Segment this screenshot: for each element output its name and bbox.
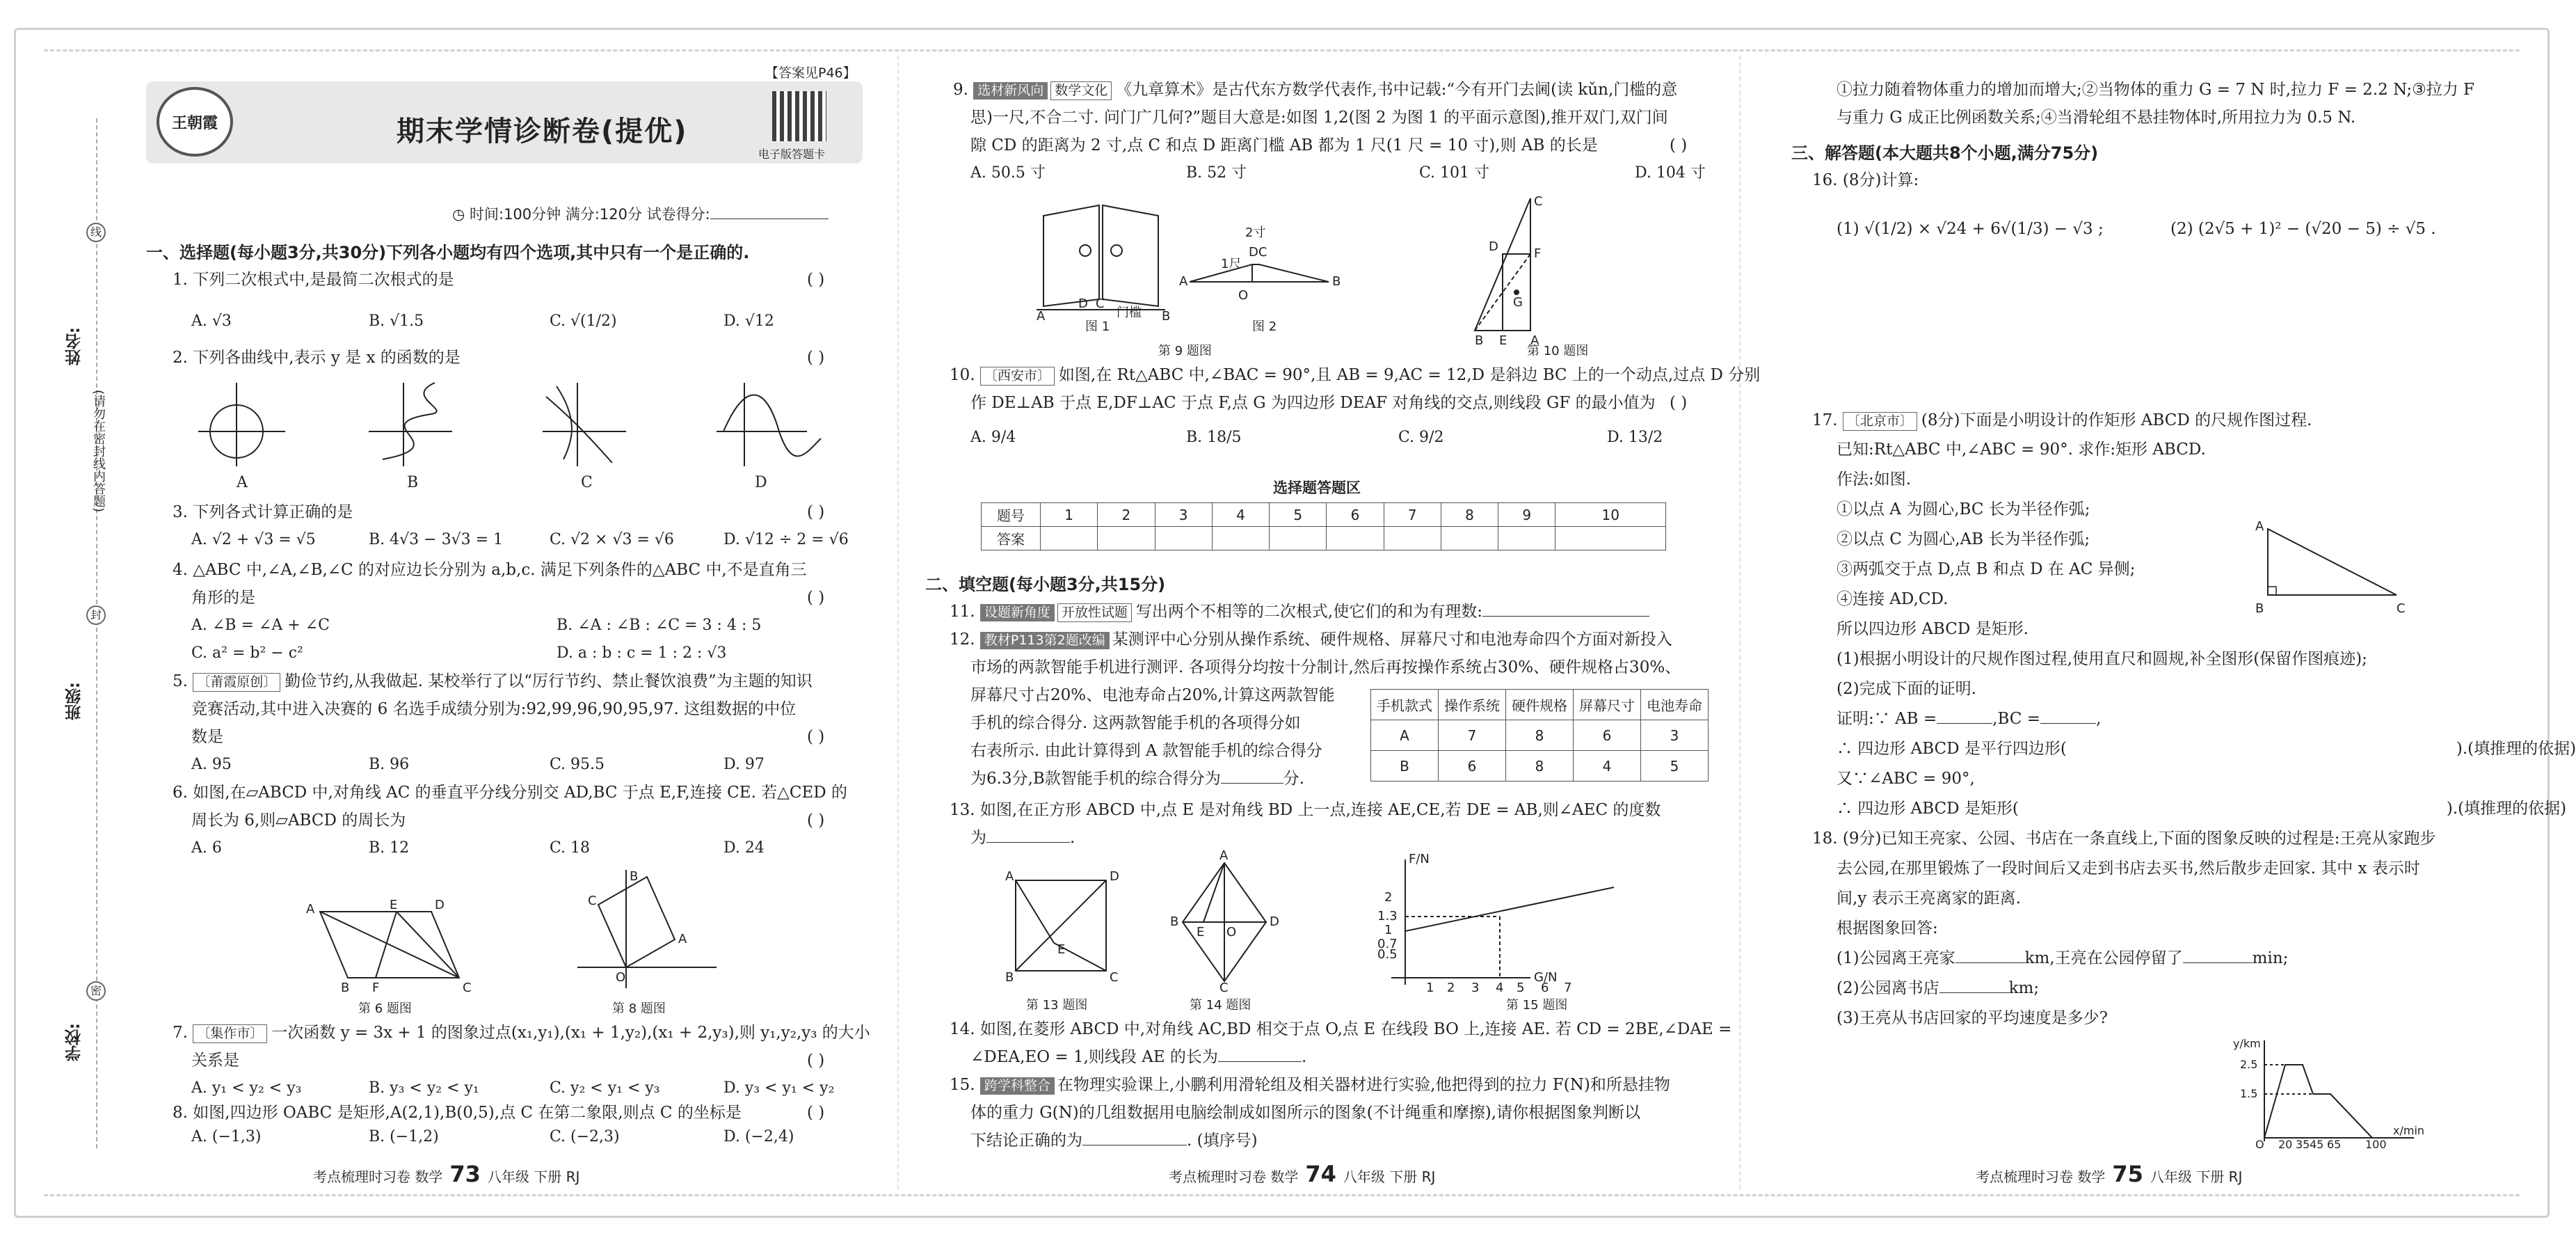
option: D. y₃ < y₁ < y₂	[723, 1079, 835, 1097]
svg-text:O: O	[616, 970, 626, 985]
svg-text:C: C	[1219, 981, 1229, 995]
svg-text:B: B	[1332, 274, 1341, 289]
question-7: 7. 〔集作市〕 一次函数 y = 3x + 1 的图象过点(x₁,y₁),(x₁ + 1,y₂),(x₁ + 2,y₃),则 y₁,y₂,y₃ 的大小	[173, 1024, 870, 1042]
answer-cell[interactable]	[1041, 527, 1098, 550]
svg-text:C: C	[588, 894, 597, 908]
option-label: D	[755, 474, 767, 491]
question-4-cont: 角形的是	[191, 589, 255, 607]
option: D. 104 寸	[1635, 164, 1706, 182]
question-12-cont: 市场的两款智能手机进行测评. 各项得分均按十分制计,然后再按操作系统占30%、硬件规格占30%、	[970, 658, 1681, 676]
question-18-prompt: 根据图象回答:	[1837, 919, 1938, 937]
question-15-options: ①拉力随着物体重力的增加而增大;②当物体的重力 G = 7 N 时,拉力 F = 2.2 N;③拉力 F	[1837, 81, 2475, 99]
fig15-xtick: 7	[1564, 981, 1572, 995]
question-16: 16. (8分)计算:	[1812, 171, 1919, 189]
seal-sidebar	[56, 118, 125, 1148]
class-label: 班级:	[65, 682, 83, 721]
graph-ytick: 1.5	[2240, 1087, 2258, 1100]
svg-text:A: A	[1179, 274, 1188, 289]
svg-text:B: B	[1005, 970, 1014, 985]
option: A. 50.5 寸	[970, 164, 1046, 182]
page-divider	[897, 56, 899, 1189]
svg-text:B: B	[630, 869, 639, 884]
q2-curves-figure	[195, 376, 863, 466]
question-10: 10. 〔西安市〕 如图,在 Rt△ABC 中,∠BAC = 90°,且 AB = 9,AC = 12,D 是斜边 BC 上的一个动点,过点 D 分别	[950, 366, 1761, 384]
svg-text:1尺: 1尺	[1221, 257, 1242, 271]
svg-text:2寸: 2寸	[1245, 225, 1266, 240]
question-12-cont: 手机的综合得分. 这两款智能手机的各项得分如	[970, 714, 1301, 732]
option-label: B	[407, 474, 419, 491]
fig15-xtick: 1	[1426, 981, 1434, 995]
answer-paren: ( )	[1670, 394, 1688, 412]
answer-paren: ( )	[807, 1104, 825, 1122]
question-17-part2: (2)完成下面的证明.	[1837, 680, 1976, 698]
answer-grid-row	[982, 527, 1666, 550]
proof-line: 证明:∵ AB = ,BC = ,	[1837, 710, 2102, 728]
option: B. (−1,2)	[369, 1128, 439, 1145]
question-16-1: (1) √(1/2) × √24 + 6√(1/3) − √3 ;	[1837, 220, 2104, 238]
svg-text:E: E	[390, 898, 398, 912]
answer-num: 10	[1555, 503, 1666, 527]
seal-note: (请勿在密封线内答题)	[91, 390, 106, 513]
answer-grid	[981, 502, 1666, 550]
answer-grid-label: 题号	[982, 503, 1041, 527]
question-13: 13. 如图,在正方形 ABCD 中,点 E 是对角线 BD 上一点,连接 AE,CE,若 DE = AB,则∠AEC 的度数	[950, 801, 1661, 819]
table-header-cell: 屏幕尺寸	[1574, 690, 1641, 720]
table-cell: B	[1371, 751, 1439, 782]
question-17-given: 已知:Rt△ABC 中,∠ABC = 90°. 求作:矩形 ABCD.	[1837, 441, 2206, 459]
answer-paren: ( )	[807, 349, 825, 367]
option: C. 95.5	[550, 756, 605, 773]
phone-score-table	[1370, 689, 1709, 782]
svg-text:A: A	[1037, 309, 1046, 324]
option: C. 101 寸	[1419, 164, 1490, 182]
question-9-cont: 隙 CD 的距离为 2 寸,点 C 和点 D 距离门槛 AB 都为 1 尺(1 尺 = 10 寸),则 AB 的长是	[970, 136, 1598, 154]
question-16-2: (2) (2√5 + 1)² − (√20 − 5) ÷ √5 .	[2170, 220, 2436, 238]
option: B. y₃ < y₂ < y₁	[369, 1079, 479, 1097]
figure-caption: 第 10 题图	[1527, 344, 1589, 358]
fig15-ytick: 2	[1384, 890, 1393, 905]
question-17-method: 作法:如图.	[1837, 470, 1912, 489]
graph-xtick: 100	[2365, 1138, 2387, 1151]
table-cell: 8	[1506, 751, 1574, 782]
question-18-part1: (1)公园离王亮家 km,王亮在公园停留了 min;	[1837, 949, 2289, 967]
question-9-cont: 思)一尺,不合二寸. 问门广几何?”题目大意是:如图 1,2(图 2 为图 1 的平面示意图),推开双门,双门间	[970, 109, 1668, 127]
table-row	[1371, 720, 1709, 751]
construction-step: ②以点 C 为圆心,AB 长为半径作弧;	[1837, 530, 2090, 548]
qr-label: 电子版答题卡	[758, 148, 826, 161]
question-12-cont: 屏幕尺寸占20%、电池寿命占20%,计算这两款智能	[970, 686, 1335, 704]
fig15-ytick: 1	[1384, 923, 1393, 937]
question-15: 15. 跨学科整合 在物理实验课上,小鹏利用滑轮组及相关器材进行实验,他把得到的拉力 F(N)和所悬挂物	[950, 1076, 1670, 1094]
svg-text:C: C	[1534, 194, 1543, 209]
table-cell: 7	[1439, 720, 1506, 751]
question-9: 9. 选材新风向 数学文化 《九章算术》是古代东方数学代表作,书中记载:“今有开门去阃(读 kǔn,门槛的意	[953, 81, 1678, 99]
svg-text:O: O	[1238, 288, 1249, 303]
option: D. 13/2	[1607, 429, 1663, 446]
option: A. √3	[191, 312, 232, 330]
proof-line: ∴ 四边形 ABCD 是矩形( ).(填推理的依据)	[1837, 800, 2567, 818]
question-11: 11. 设题新角度 开放性试题 写出两个不相等的二次根式,使它们的和为有理数:	[950, 602, 1649, 623]
option: B. 18/5	[1186, 429, 1242, 446]
question-5: 5. 〔莆霞原创〕 勤俭节约,从我做起. 某校举行了以“厉行节约、禁止餐饮浪费”为主题的知识	[173, 672, 813, 690]
fig13-14-15	[988, 848, 1718, 995]
svg-text:B: B	[1475, 333, 1484, 348]
option: C. 9/2	[1398, 429, 1444, 446]
question-7-cont: 关系是	[191, 1052, 239, 1070]
graph-xtick: 65	[2327, 1138, 2342, 1151]
fig15-xtick: 4	[1496, 981, 1504, 995]
fig15-ylabel: F/N	[1409, 852, 1430, 866]
svg-text:E: E	[1197, 925, 1205, 939]
option: A. 9/4	[970, 429, 1016, 446]
answer-paren: ( )	[807, 271, 825, 289]
option: B. √1.5	[369, 312, 424, 330]
answer-num: 5	[1270, 503, 1327, 527]
svg-text:O: O	[2255, 1138, 2264, 1151]
answer-blank[interactable]	[1937, 723, 1992, 724]
table-header	[1371, 690, 1709, 720]
option: B. 4√3 − 3√3 = 1	[369, 531, 504, 548]
option: D. 24	[723, 839, 765, 857]
answer-paren: ( )	[1670, 136, 1688, 154]
fig15-ytick: 0.5	[1377, 947, 1398, 962]
figure-caption: 第 9 题图	[1158, 344, 1212, 358]
question-5-cont: 数是	[191, 728, 223, 746]
svg-text:B: B	[341, 981, 350, 995]
question-18: 18. (9分)已知王亮家、公园、书店在一条直线上,下面的图象反映的过程是:王亮从家跑步	[1812, 830, 2436, 848]
table-cell: 6	[1439, 751, 1506, 782]
section1-heading: 一、选择题(每小题3分,共30分)下列各小题均有四个选项,其中只有一个是正确的.	[146, 243, 750, 262]
question-18-cont: 间,y 表示王亮离家的距离.	[1837, 889, 2021, 907]
figure-caption: 第 13 题图	[1026, 998, 1088, 1013]
option: A. 95	[191, 756, 232, 773]
question-17-part1: (1)根据小明设计的尺规作图过程,使用直尺和圆规,补全图形(保留作图痕迹);	[1837, 650, 2367, 668]
table-cell: 4	[1574, 751, 1641, 782]
figure-caption: 第 14 题图	[1190, 998, 1251, 1013]
fig17-triangle	[2247, 515, 2428, 619]
table-cell: 6	[1574, 720, 1641, 751]
table-header-cell: 操作系统	[1439, 690, 1506, 720]
answer-num: 8	[1441, 503, 1498, 527]
option: D. √12 ÷ 2 = √6	[723, 531, 849, 548]
option: D. √12	[723, 312, 774, 330]
option: A. √2 + √3 = √5	[191, 531, 316, 548]
option: B. 52 寸	[1186, 164, 1247, 182]
question-15-cont: 体的重力 G(N)的几组数据用电脑绘制成如图所示的图象(不计绳重和摩擦),请你根据图象判断以	[970, 1104, 1641, 1122]
answer-num: 3	[1155, 503, 1212, 527]
figure-caption: 图 1	[1085, 319, 1110, 334]
svg-text:D: D	[1270, 914, 1279, 929]
answer-cell[interactable]	[1498, 527, 1555, 550]
title-bar	[146, 81, 863, 164]
option: C. √2 × √3 = √6	[550, 531, 674, 548]
svg-text:C: C	[463, 981, 472, 995]
answer-num: 7	[1384, 503, 1441, 527]
table-cell: 5	[1641, 751, 1709, 782]
answer-cell[interactable]	[1327, 527, 1384, 550]
table-row	[1371, 751, 1709, 782]
fig15-xtick: 5	[1517, 981, 1525, 995]
answer-grid-label: 答案	[982, 527, 1041, 550]
graph-xlabel: x/min	[2393, 1124, 2425, 1137]
option-label: A	[237, 474, 248, 491]
question-12-cont: 右表所示. 由此计算得到 A 款智能手机的综合得分	[970, 742, 1322, 760]
svg-text:C: C	[1096, 296, 1105, 311]
table-header-cell: 电池寿命	[1641, 690, 1709, 720]
fig15-xtick: 6	[1541, 981, 1549, 995]
svg-text:F: F	[372, 981, 380, 995]
page-footer: 考点梳理时习卷 数学 74 八年级 下册 RJ	[1169, 1161, 1436, 1187]
graph-ytick: 2.5	[2240, 1058, 2258, 1071]
svg-text:C: C	[2397, 601, 2406, 616]
proof-line: 又∵∠ABC = 90°,	[1837, 770, 1975, 788]
section3-heading: 三、解答题(本大题共8个小题,满分75分)	[1791, 143, 2099, 163]
answer-blank[interactable]	[1955, 962, 2025, 963]
question-4: 4. △ABC 中,∠A,∠B,∠C 的对应边长分别为 a,b,c. 满足下列条件的△ABC 中,不是直角三	[173, 561, 807, 579]
svg-text:E: E	[1499, 333, 1507, 348]
qr-code-icon	[772, 91, 826, 141]
page-divider	[1739, 56, 1741, 1189]
construction-step: ①以点 A 为圆心,BC 长为半径作弧;	[1837, 500, 2090, 518]
answer-num: 1	[1041, 503, 1098, 527]
question-6-cont: 周长为 6,则▱ABCD 的周长为	[191, 811, 406, 830]
svg-text:D: D	[1078, 296, 1088, 311]
page-footer: 考点梳理时习卷 数学 75 八年级 下册 RJ	[1976, 1161, 2243, 1187]
option: D. (−2,4)	[723, 1128, 794, 1145]
svg-text:D: D	[1110, 869, 1119, 884]
svg-text:D: D	[435, 898, 445, 912]
answer-num: 6	[1327, 503, 1384, 527]
option: C. 18	[550, 839, 591, 857]
seal-word: 密	[86, 981, 106, 1001]
exam-meta: ◷ 时间:100分钟 满分:120分 试卷得分:	[452, 205, 829, 224]
answer-blank[interactable]	[1482, 616, 1649, 617]
answer-paren: ( )	[807, 811, 825, 830]
svg-text:B: B	[1162, 309, 1171, 324]
proof-line: ∴ 四边形 ABCD 是平行四边形( ).(填推理的依据)	[1837, 740, 2576, 758]
figure-label: 门槛	[1117, 306, 1142, 320]
question-6: 6. 如图,在▱ABCD 中,对角线 AC 的垂直平分线分别交 AD,BC 于点 E,F,连接 CE. 若△CED 的	[173, 784, 848, 802]
fig15-xtick: 3	[1471, 981, 1480, 995]
decorative-border-top	[44, 49, 2520, 62]
option: D. 97	[723, 756, 765, 773]
question-2: 2. 下列各曲线中,表示 y 是 x 的函数的是	[173, 349, 461, 367]
answer-num: 9	[1498, 503, 1555, 527]
svg-text:A: A	[1219, 848, 1229, 863]
answer-num: 4	[1212, 503, 1269, 527]
question-17-conclusion: 所以四边形 ABCD 是矩形.	[1837, 620, 2029, 638]
question-18-cont: 去公园,在那里锻炼了一段时间后又走到书店去买书,然后散步走回家. 其中 x 表示时	[1837, 859, 2420, 878]
seal-word: 线	[86, 223, 106, 242]
question-13-cont: 为 .	[970, 829, 1075, 847]
answer-grid-header	[982, 503, 1666, 527]
question-14: 14. 如图,在菱形 ABCD 中,对角线 AC,BD 相交于点 O,点 E 在线段 BO 上,连接 AE. 若 CD = 2BE,∠DAE =	[950, 1020, 1732, 1038]
question-1: 1. 下列二次根式中,是最简二次根式的是	[173, 271, 454, 289]
option: C. (−2,3)	[550, 1128, 620, 1145]
option: A. (−1,3)	[191, 1128, 262, 1145]
answer-cell[interactable]	[1441, 527, 1498, 550]
page-footer: 考点梳理时习卷 数学 73 八年级 下册 RJ	[313, 1161, 580, 1187]
graph-xtick: 35	[2296, 1138, 2310, 1151]
svg-text:B: B	[1170, 914, 1179, 929]
answer-cell[interactable]	[1098, 527, 1155, 550]
option: A. ∠B = ∠A + ∠C	[191, 617, 330, 634]
fig15-ytick: 1.3	[1377, 909, 1398, 923]
option: C. a² = b² − c²	[191, 644, 303, 662]
figure-caption: 第 15 题图	[1506, 998, 1568, 1013]
option: D. a : b : c = 1 : 2 : √3	[557, 644, 727, 662]
figure-caption: 第 6 题图	[358, 1001, 412, 1016]
question-15-cont: 下结论正确的为 . (填序号)	[970, 1132, 1258, 1150]
question-8: 8. 如图,四边形 OABC 是矩形,A(2,1),B(0,5),点 C 在第二象限,则点 C 的坐标是	[173, 1104, 742, 1122]
answer-blank[interactable]	[2183, 962, 2253, 963]
question-18-part3: (3)王亮从书店回家的平均速度是多少?	[1837, 1009, 2108, 1027]
answer-blank[interactable]	[1221, 783, 1283, 784]
option: C. y₂ < y₁ < y₃	[550, 1079, 660, 1097]
answer-cell[interactable]	[1555, 527, 1666, 550]
svg-text:A: A	[2255, 519, 2264, 534]
option: C. √(1/2)	[550, 312, 617, 330]
fig15-ytick: 0.7	[1377, 937, 1398, 951]
school-label: 学校:	[65, 1023, 83, 1062]
option: B. 12	[369, 839, 410, 857]
svg-text:O: O	[1226, 925, 1237, 939]
answer-area-title: 选择题答题区	[1273, 479, 1361, 496]
answer-num: 2	[1098, 503, 1155, 527]
graph-xtick: 20	[2278, 1138, 2293, 1151]
graph-ylabel: y/km	[2233, 1037, 2261, 1050]
question-12-cont: 为6.3分,B款智能手机的综合得分为 分.	[970, 770, 1305, 788]
option-label: C	[581, 474, 593, 491]
seal-word: 封	[86, 605, 106, 625]
answer-cell[interactable]	[1155, 527, 1212, 550]
answer-cell[interactable]	[1212, 527, 1269, 550]
answer-cell[interactable]	[1384, 527, 1441, 550]
svg-text:G: G	[1513, 295, 1523, 310]
svg-text:B: B	[2255, 601, 2264, 616]
answer-paren: ( )	[807, 503, 825, 521]
option: A. 6	[191, 839, 222, 857]
svg-text:DC: DC	[1249, 245, 1267, 260]
name-label: 姓名:	[65, 327, 83, 366]
construction-step: ③两弧交于点 D,点 B 和点 D 在 AC 异侧;	[1837, 560, 2136, 578]
table-header-cell: 硬件规格	[1506, 690, 1574, 720]
fig15-xlabel: G/N	[1534, 970, 1558, 985]
question-15-options: 与重力 G 成正比例函数关系;④当滑轮组不悬挂物体时,所用拉力为 0.5 N.	[1837, 109, 2356, 127]
svg-text:A: A	[678, 932, 687, 946]
answer-reference: 【答案见P46】	[765, 65, 856, 81]
option: A. y₁ < y₂ < y₃	[191, 1079, 302, 1097]
question-14-cont: ∠DEA,EO = 1,则线段 AE 的长为 .	[970, 1048, 1307, 1066]
question-3: 3. 下列各式计算正确的是	[173, 503, 353, 521]
answer-blank[interactable]	[2040, 723, 2096, 724]
table-cell: 3	[1641, 720, 1709, 751]
fig15-xtick: 2	[1447, 981, 1455, 995]
answer-paren: ( )	[807, 728, 825, 746]
svg-text:F: F	[1534, 246, 1542, 261]
graph-xtick: 45	[2310, 1138, 2324, 1151]
answer-cell[interactable]	[1270, 527, 1327, 550]
table-cell: 8	[1506, 720, 1574, 751]
svg-text:A: A	[1005, 869, 1014, 884]
svg-text:D: D	[1489, 239, 1498, 254]
question-12: 12. 教材P113第2题改编 某测评中心分别从操作系统、硬件规格、屏幕尺寸和电池寿命四个方面对新投入	[950, 631, 1672, 649]
brand-logo: 王朝霞	[157, 87, 233, 157]
svg-text:C: C	[1110, 970, 1119, 985]
section2-heading: 二、填空题(每小题3分,共15分)	[925, 575, 1166, 594]
table-header-cell: 手机款式	[1371, 690, 1439, 720]
question-10-cont: 作 DE⊥AB 于点 E,DF⊥AC 于点 F,点 G 为四边形 DEAF 对角线的交点,则线段 GF 的最小值为	[970, 394, 1656, 412]
answer-blank[interactable]	[1939, 992, 2009, 993]
figure-caption: 图 2	[1252, 319, 1277, 334]
option: B. 96	[369, 756, 410, 773]
page-title: 期末学情诊断卷(提优)	[397, 116, 688, 148]
answer-blank[interactable]	[986, 842, 1070, 843]
question-5-cont: 竞赛活动,其中进入决赛的 6 名选手成绩分别为:92,99,96,90,95,97. 这组数据的中位	[191, 700, 797, 718]
fig6-parallelogram	[299, 863, 730, 995]
figure-caption: 第 8 题图	[612, 1001, 666, 1016]
svg-text:A: A	[1530, 333, 1539, 348]
svg-text:E: E	[1057, 942, 1066, 957]
question-17: 17. 〔北京市〕 (8分)下面是小明设计的作矩形 ABCD 的尺规作图过程.	[1812, 411, 2312, 429]
answer-paren: ( )	[807, 1052, 825, 1070]
answer-blank[interactable]	[1218, 1061, 1302, 1062]
fig18-distance-time-graph	[2212, 1037, 2425, 1151]
question-18-part2: (2)公园离书店 km;	[1837, 979, 2040, 997]
table-cell: A	[1371, 720, 1439, 751]
answer-paren: ( )	[807, 589, 825, 607]
svg-text:A: A	[306, 902, 315, 917]
construction-step: ④连接 AD,CD.	[1837, 590, 1949, 608]
option: B. ∠A : ∠B : ∠C = 3 : 4 : 5	[557, 617, 762, 634]
